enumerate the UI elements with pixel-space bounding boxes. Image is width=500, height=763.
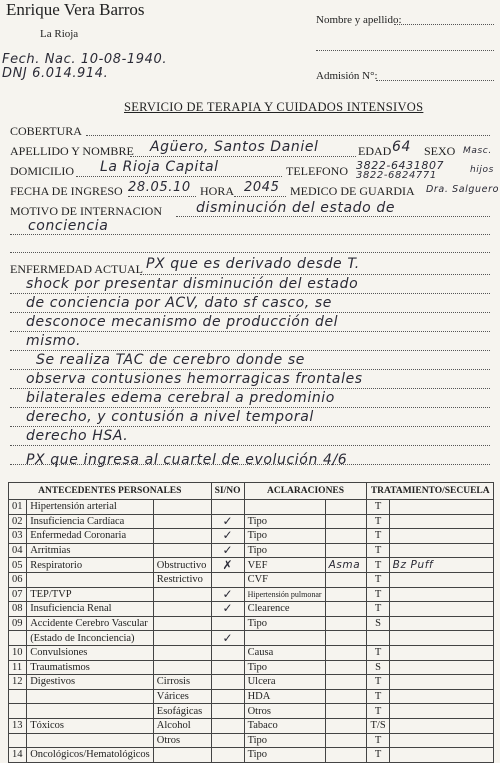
aclaracion-value[interactable] <box>325 645 367 660</box>
si-no-mark[interactable] <box>211 748 244 763</box>
tratamiento-value[interactable] <box>389 514 493 529</box>
fecha-value[interactable]: 28.05.10 <box>128 180 191 195</box>
enf-line-8: bilaterales edema cerebral a predominio <box>26 390 335 406</box>
row-number: 09 <box>9 616 27 631</box>
aclaracion-value[interactable] <box>325 587 367 602</box>
aclaracion-label: Clearence <box>244 602 325 617</box>
telefono-note: hijos <box>470 165 494 175</box>
aclaracion-value[interactable] <box>325 602 367 617</box>
aclaracion-label: Tabaco <box>244 718 325 733</box>
hora-label: HORA <box>200 184 235 198</box>
antecedente-subtype <box>153 660 211 675</box>
antecedente-subtype <box>153 602 211 617</box>
tratamiento-type: T <box>367 529 389 544</box>
aclaracion-value[interactable] <box>325 529 367 544</box>
aclaracion-value[interactable] <box>325 704 367 719</box>
table-row <box>9 543 494 558</box>
tratamiento-value[interactable] <box>389 529 493 544</box>
tratamiento-type: T <box>367 602 389 617</box>
row-number: 12 <box>9 675 27 690</box>
medico-label: MEDICO DE GUARDIA <box>290 184 415 198</box>
si-no-mark[interactable] <box>211 645 244 660</box>
row-number: 11 <box>9 660 27 675</box>
apellido-value[interactable]: Agüero, Santos Daniel <box>150 139 319 155</box>
si-no-mark[interactable] <box>211 704 244 719</box>
aclaracion-label: Tipo <box>244 514 325 529</box>
enf-line-10: derecho HSA. <box>26 428 129 444</box>
antecedente-subtype <box>153 587 211 602</box>
antecedente-name: TEP/TVP <box>27 587 154 602</box>
row-number: 04 <box>9 543 27 558</box>
tratamiento-value[interactable] <box>389 500 493 515</box>
row-number <box>9 689 27 704</box>
enf-line-3: de conciencia por ACV, dato sf casco, se <box>26 295 332 311</box>
telefono-value-2[interactable]: 3822-6824771 <box>356 170 437 181</box>
enf-line-5: mismo. <box>26 333 82 349</box>
antecedente-subtype: Otros <box>153 733 211 748</box>
tratamiento-type: T <box>367 675 389 690</box>
aclaracion-label: Otros <box>244 704 325 719</box>
antecedente-name: Arritmias <box>27 543 154 558</box>
row-number: 07 <box>9 587 27 602</box>
edad-label: EDAD <box>358 144 392 158</box>
table-row <box>9 529 494 544</box>
aclaracion-label <box>244 631 325 646</box>
row-number: 03 <box>9 529 27 544</box>
antecedente-subtype: Várices <box>153 689 211 704</box>
aclaracion-value[interactable] <box>325 616 367 631</box>
table-row <box>9 645 494 660</box>
antecedente-subtype <box>153 543 211 558</box>
aclaracion-label: Tipo <box>244 733 325 748</box>
table-row <box>9 514 494 529</box>
enf-line-4: desconoce mecanismo de producción del <box>26 314 339 330</box>
antecedente-name: Convulsiones <box>27 645 154 660</box>
aclaracion-value[interactable] <box>325 660 367 675</box>
aclaracion-label: Ulcera <box>244 675 325 690</box>
si-no-mark[interactable] <box>211 675 244 690</box>
aclaracion-label <box>244 500 325 515</box>
tratamiento-value[interactable] <box>389 645 493 660</box>
antecedente-subtype: Esofágicas <box>153 704 211 719</box>
enf-line-11: PX que ingresa al cuartel de evolución 4/6 <box>26 452 348 468</box>
antecedente-name: Tóxicos <box>27 718 154 733</box>
row-number: 01 <box>9 500 27 515</box>
hospital-city: La Rioja <box>40 28 79 40</box>
tratamiento-header: TRATAMIENTO/SECUELA <box>367 483 494 500</box>
aclaracion-value[interactable] <box>325 631 367 646</box>
table-row <box>9 558 494 573</box>
telefono-label: TELEFONO <box>286 164 348 178</box>
aclaracion-value[interactable] <box>325 514 367 529</box>
antecedente-name: Traumatismos <box>27 660 154 675</box>
enf-line-2: shock por presentar disminución del estado <box>26 276 359 292</box>
antecedente-subtype: Alcohol <box>153 718 211 733</box>
table-row <box>9 704 494 719</box>
antecedente-subtype <box>153 616 211 631</box>
handwritten-birthdate: Fech. Nac. 10-08-1940. <box>2 52 168 67</box>
si-no-mark[interactable] <box>211 689 244 704</box>
domicilio-value[interactable]: La Rioja Capital <box>100 159 219 175</box>
table-row <box>9 616 494 631</box>
row-number <box>9 704 27 719</box>
table-row <box>9 733 494 748</box>
antecedente-name <box>27 689 154 704</box>
enf-line-6: Se realiza TAC de cerebro donde se <box>36 352 305 368</box>
tratamiento-value[interactable]: Bz Puff <box>389 558 493 573</box>
tratamiento-value[interactable] <box>389 660 493 675</box>
antecedente-subtype <box>153 631 211 646</box>
tratamiento-type: T <box>367 689 389 704</box>
telefono-value-1[interactable]: 3822-6431807 <box>356 159 445 172</box>
aclaracion-label: Tipo <box>244 529 325 544</box>
tratamiento-type: S <box>367 616 389 631</box>
aclaracion-value[interactable] <box>325 572 367 587</box>
table-row <box>9 660 494 675</box>
enf-line-1: PX que es derivado desde T. <box>146 256 360 272</box>
si-no-mark[interactable]: ✓ <box>211 543 244 558</box>
si-no-mark[interactable]: ✗ <box>211 558 244 573</box>
tratamiento-type: T <box>367 748 389 763</box>
aclaraciones-header: ACLARACIONES <box>244 483 367 500</box>
tratamiento-type: T <box>367 704 389 719</box>
table-row <box>9 587 494 602</box>
table-row <box>9 572 494 587</box>
antecedente-name: Insuficiencia Cardíaca <box>27 514 154 529</box>
si-no-mark[interactable]: ✓ <box>211 529 244 544</box>
motivo-value-2[interactable]: conciencia <box>28 218 109 234</box>
tratamiento-value[interactable] <box>389 748 493 763</box>
row-number: 06 <box>9 572 27 587</box>
tratamiento-type: T <box>367 500 389 515</box>
row-number: 13 <box>9 718 27 733</box>
table-row <box>9 689 494 704</box>
tratamiento-value[interactable] <box>389 631 493 646</box>
row-number: 08 <box>9 602 27 617</box>
apellido-label: APELLIDO Y NOMBRE <box>10 144 134 158</box>
antecedente-name <box>27 572 154 587</box>
antecedente-name: Hipertensión arterial <box>27 500 154 515</box>
antecedente-subtype <box>153 514 211 529</box>
aclaracion-label: Tipo <box>244 748 325 763</box>
antecedente-subtype <box>153 500 211 515</box>
tratamiento-type: T <box>367 543 389 558</box>
row-number: 02 <box>9 514 27 529</box>
aclaracion-value[interactable] <box>325 748 367 763</box>
si-no-mark[interactable]: ✓ <box>211 602 244 617</box>
tratamiento-type: T <box>367 558 389 573</box>
antecedente-subtype: Restrictivo <box>153 572 211 587</box>
tratamiento-type: T <box>367 514 389 529</box>
antecedente-subtype: Obstructivo <box>153 558 211 573</box>
tratamiento-type: T <box>367 645 389 660</box>
aclaracion-label: VEF <box>244 558 325 573</box>
row-number <box>9 733 27 748</box>
tratamiento-type: S <box>367 660 389 675</box>
antecedente-name: Enfermedad Coronaria <box>27 529 154 544</box>
motivo-value-1[interactable]: disminución del estado de <box>196 200 396 216</box>
row-number: 10 <box>9 645 27 660</box>
motivo-label: MOTIVO DE INTERNACION <box>10 204 162 218</box>
si-no-mark[interactable]: ✓ <box>211 514 244 529</box>
table-row <box>9 602 494 617</box>
tratamiento-type: T/S <box>367 718 389 733</box>
antecedente-name <box>27 704 154 719</box>
tratamiento-type: T <box>367 587 389 602</box>
hospital-name: Enrique Vera Barros <box>6 0 145 19</box>
antecedente-name: Accidente Cerebro Vascular <box>27 616 154 631</box>
si-no-mark[interactable] <box>211 616 244 631</box>
tratamiento-value[interactable] <box>389 689 493 704</box>
row-number <box>9 631 27 646</box>
admission-label: Admisión N°: <box>316 70 378 82</box>
antecedente-name <box>27 733 154 748</box>
tratamiento-value[interactable] <box>389 704 493 719</box>
handwritten-dni: DNJ 6.014.914. <box>2 66 109 81</box>
aclaracion-label: Hipertensión pulmonar <box>244 587 325 602</box>
antecedente-name: Insuficiencia Renal <box>27 602 154 617</box>
si-no-mark[interactable] <box>211 660 244 675</box>
sino-header: SI/NO <box>211 483 244 500</box>
sexo-label: SEXO <box>424 144 456 158</box>
row-number: 14 <box>9 748 27 763</box>
antecedentes-table <box>8 482 494 763</box>
si-no-mark[interactable] <box>211 500 244 515</box>
table-row <box>9 500 494 515</box>
aclaracion-label: Causa <box>244 645 325 660</box>
antecedente-name: Digestivos <box>27 675 154 690</box>
aclaracion-label: Tipo <box>244 660 325 675</box>
tratamiento-value[interactable] <box>389 616 493 631</box>
aclaracion-label: Tipo <box>244 543 325 558</box>
sexo-value[interactable]: Masc. <box>463 146 492 156</box>
aclaracion-value[interactable]: Asma <box>325 558 367 573</box>
form-title: SERVICIO DE TERAPIA Y CUIDADOS INTENSIVOS <box>124 100 424 114</box>
si-no-mark[interactable] <box>211 733 244 748</box>
tratamiento-value[interactable] <box>389 733 493 748</box>
medico-value[interactable]: Dra. Salguero <box>426 184 499 195</box>
aclaracion-label: CVF <box>244 572 325 587</box>
domicilio-label: DOMICILIO <box>10 164 74 178</box>
aclaracion-value[interactable] <box>325 675 367 690</box>
antecedente-name: Oncológicos/Hematológicos <box>27 748 154 763</box>
aclaracion-value[interactable] <box>325 543 367 558</box>
row-number: 05 <box>9 558 27 573</box>
si-no-mark[interactable]: ✓ <box>211 631 244 646</box>
aclaracion-label: Tipo <box>244 616 325 631</box>
si-no-mark[interactable]: ✓ <box>211 587 244 602</box>
tratamiento-value[interactable] <box>389 675 493 690</box>
si-no-mark[interactable] <box>211 572 244 587</box>
antecedente-name: Respiratorio <box>27 558 154 573</box>
tratamiento-type <box>367 631 389 646</box>
antecedentes-header: ANTECEDENTES PERSONALES <box>9 483 212 500</box>
aclaracion-label: HDA <box>244 689 325 704</box>
tratamiento-value[interactable] <box>389 602 493 617</box>
tratamiento-value[interactable] <box>389 543 493 558</box>
tratamiento-value[interactable] <box>389 587 493 602</box>
fecha-label: FECHA DE INGRESO <box>10 184 123 198</box>
enfermedad-label: ENFERMEDAD ACTUAL <box>10 262 144 276</box>
hora-value[interactable]: 2045 <box>244 180 280 195</box>
enf-line-9: derecho, y contusión a nivel temporal <box>26 409 314 425</box>
antecedente-subtype <box>153 529 211 544</box>
edad-value[interactable]: 64 <box>392 139 412 155</box>
aclaracion-value[interactable] <box>325 689 367 704</box>
table-row <box>9 675 494 690</box>
antecedente-name: (Estado de Inconciencia) <box>27 631 154 646</box>
tratamiento-type: T <box>367 572 389 587</box>
cobertura-label: COBERTURA <box>10 124 82 138</box>
aclaracion-value[interactable] <box>325 500 367 515</box>
antecedente-subtype <box>153 645 211 660</box>
name-label: Nombre y apellido: <box>316 14 402 26</box>
antecedente-subtype: Cirrosis <box>153 675 211 690</box>
table-row <box>9 748 494 763</box>
aclaracion-value[interactable] <box>325 733 367 748</box>
tratamiento-value[interactable] <box>389 572 493 587</box>
enf-line-7: observa contusiones hemorragicas frontales <box>26 371 363 387</box>
table-row <box>9 631 494 646</box>
tratamiento-type: T <box>367 733 389 748</box>
antecedente-subtype <box>153 748 211 763</box>
